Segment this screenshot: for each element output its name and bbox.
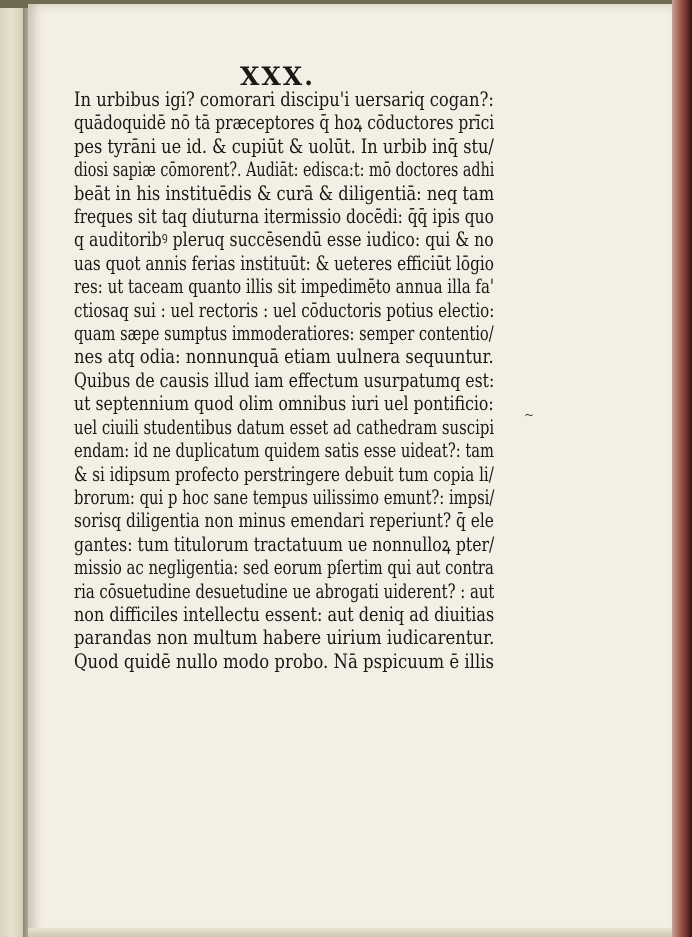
text-block <box>74 88 494 673</box>
text-line: non difficiles intellectu essent: aut deniq ad diuitias <box>74 602 495 626</box>
text-line: q auditoribꝰ pleruq succēsendū esse iudico: qui & no <box>74 228 494 252</box>
text-line: parandas non multum habere uirium iudicarentur. <box>74 626 495 650</box>
text-line: brorum: qui p hoc sane tempus uilissimo emunt?: impsi/ <box>74 485 495 509</box>
text-line: ut septennium quod olim omnibus iuri uel pontificio: <box>74 392 494 416</box>
text-line: quādoquidē nō tā præceptores q̄ hoꝝ cōductores prīci <box>74 111 495 135</box>
text-line: gantes: tum titulorum tractatuum ue nonnulloꝝ pter/ <box>74 532 495 556</box>
text-line: uas quot annis ferias instituūt: & ueteres efficiūt lōgio <box>74 251 494 275</box>
text-line: ria cōsuetudine desuetudine ue abrogati uiderent? : aut <box>74 579 495 603</box>
text-line: sorisq diligentia non minus emendari reperiunt? q̄ ele <box>74 509 494 533</box>
text-line: nes atq odia: nonnunquā etiam uulnera sequuntur. <box>74 345 494 369</box>
page-bottom-edge <box>28 928 672 937</box>
text-line: & si idipsum profecto perstringere debuit tum copia li/ <box>74 462 494 486</box>
running-head: XXX. <box>240 62 315 91</box>
page-fore-edge <box>672 0 692 937</box>
text-line: ctiosaq sui : uel rectoris : uel cōductoris potius electio: <box>74 298 495 322</box>
text-line: Quibus de causis illud iam effectum usurpatumq est: <box>74 368 495 392</box>
text-line: res: ut taceam quanto illis sit impedimēto annua illa fa' <box>74 275 495 299</box>
text-line: missio ac negligentia: sed eorum pſertim qui aut contra <box>74 556 494 580</box>
text-line: diosi sapiæ cōmorent?. Audiāt: edisca:t: mō doctores adhi <box>74 158 495 182</box>
text-line: freques sit taq diuturna itermissio docēdi: q̄q̄ ipis quo <box>74 205 494 229</box>
text-line: quam sæpe sumptus immoderatiores: semper contentio/ <box>74 322 494 346</box>
text-line: uel ciuili studentibus datum esset ad cathedram suscipi <box>74 415 495 439</box>
text-line: In urbibus igi? comorari discipu'i uersariq cogan?: <box>74 88 494 111</box>
text-line: endam: id ne duplicatum quidem satis esse uideat?: tam <box>74 439 494 463</box>
text-line: beāt in his instituēdis & curā & diligentiā: neq tam <box>74 181 495 205</box>
text-line: Quod quidē nullo modo probo. Nā pspicuum ē illis <box>74 649 494 673</box>
text-line: pes tyrāni ue id. & cupiūt & uolūt. In urbib inq̄ stu/ <box>74 134 494 158</box>
ink-speck: ~ <box>524 408 535 422</box>
